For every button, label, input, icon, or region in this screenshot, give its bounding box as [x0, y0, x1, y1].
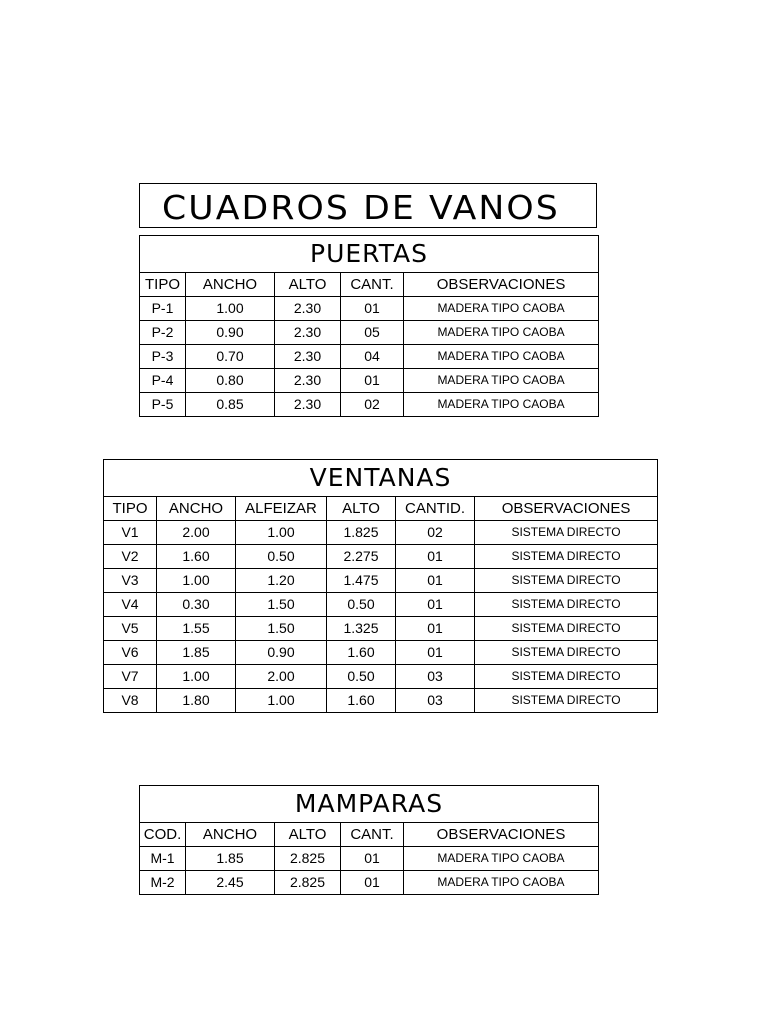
column-header: OBSERVACIONES: [475, 497, 658, 521]
table-cell: 2.275: [327, 545, 396, 569]
table-cell: SISTEMA DIRECTO: [475, 569, 658, 593]
table-cell: SISTEMA DIRECTO: [475, 617, 658, 641]
table-row: [140, 871, 599, 895]
table-cell: MADERA TIPO CAOBA: [404, 369, 599, 393]
puertas-table: [139, 235, 599, 417]
table-row: [104, 665, 658, 689]
table-row: [140, 297, 599, 321]
table-cell: 0.90: [236, 641, 327, 665]
ventanas-table: [103, 459, 658, 713]
table-cell: V1: [104, 521, 157, 545]
table-cell: 0.90: [186, 321, 275, 345]
column-header: ALTO: [327, 497, 396, 521]
table-cell: 2.00: [157, 521, 236, 545]
table-cell: 1.825: [327, 521, 396, 545]
table-cell: 01: [396, 569, 475, 593]
table-cell: 1.00: [157, 569, 236, 593]
table-cell: V7: [104, 665, 157, 689]
table-cell: 01: [341, 297, 404, 321]
table-cell: 1.50: [236, 593, 327, 617]
table-cell: 0.85: [186, 393, 275, 417]
column-header: ANCHO: [157, 497, 236, 521]
puertas-caption: PUERTAS: [140, 236, 599, 273]
table-cell: 0.50: [236, 545, 327, 569]
table-cell: P-2: [140, 321, 186, 345]
table-cell: 01: [396, 593, 475, 617]
table-cell: MADERA TIPO CAOBA: [404, 871, 599, 895]
table-row: [140, 345, 599, 369]
ventanas-caption: VENTANAS: [104, 460, 658, 497]
table-row: [140, 393, 599, 417]
column-header: ALTO: [275, 273, 341, 297]
table-cell: 1.60: [327, 641, 396, 665]
table-cell: 1.20: [236, 569, 327, 593]
table-cell: M-2: [140, 871, 186, 895]
table-cell: SISTEMA DIRECTO: [475, 593, 658, 617]
table-cell: 1.80: [157, 689, 236, 713]
table-cell: 02: [396, 521, 475, 545]
column-header: TIPO: [140, 273, 186, 297]
table-cell: 01: [396, 641, 475, 665]
table-cell: SISTEMA DIRECTO: [475, 689, 658, 713]
table-row: [140, 847, 599, 871]
table-cell: 01: [396, 617, 475, 641]
table-cell: 1.00: [236, 689, 327, 713]
mamparas-table: [139, 785, 599, 895]
column-header: ANCHO: [186, 823, 275, 847]
page-title: CUADROS DE VANOS: [162, 188, 560, 227]
table-cell: 1.00: [157, 665, 236, 689]
table-cell: SISTEMA DIRECTO: [475, 665, 658, 689]
table-cell: 01: [341, 847, 404, 871]
table-cell: 2.00: [236, 665, 327, 689]
table-cell: 2.45: [186, 871, 275, 895]
table-row: [104, 641, 658, 665]
table-cell: 0.80: [186, 369, 275, 393]
table-cell: 0.50: [327, 593, 396, 617]
table-cell: 1.85: [186, 847, 275, 871]
table-cell: V4: [104, 593, 157, 617]
table-cell: 01: [341, 369, 404, 393]
table-cell: 2.825: [275, 847, 341, 871]
table-row: [104, 617, 658, 641]
table-cell: 1.00: [236, 521, 327, 545]
table-row: [104, 593, 658, 617]
table-cell: 0.50: [327, 665, 396, 689]
table-cell: 03: [396, 689, 475, 713]
column-header: CANT.: [341, 823, 404, 847]
column-header: OBSERVACIONES: [404, 273, 599, 297]
table-cell: V2: [104, 545, 157, 569]
table-cell: 01: [341, 871, 404, 895]
table-row: [104, 569, 658, 593]
table-cell: V6: [104, 641, 157, 665]
table-cell: 2.30: [275, 345, 341, 369]
table-cell: SISTEMA DIRECTO: [475, 545, 658, 569]
column-header: CANTID.: [396, 497, 475, 521]
table-cell: 02: [341, 393, 404, 417]
table-cell: P-4: [140, 369, 186, 393]
table-cell: 1.50: [236, 617, 327, 641]
table-cell: 1.85: [157, 641, 236, 665]
table-cell: 1.00: [186, 297, 275, 321]
table-cell: M-1: [140, 847, 186, 871]
ventanas-header-row: [104, 497, 658, 521]
table-cell: V5: [104, 617, 157, 641]
table-cell: P-5: [140, 393, 186, 417]
table-cell: SISTEMA DIRECTO: [475, 521, 658, 545]
table-cell: MADERA TIPO CAOBA: [404, 297, 599, 321]
table-cell: 01: [396, 545, 475, 569]
table-cell: 1.325: [327, 617, 396, 641]
column-header: ALFEIZAR: [236, 497, 327, 521]
table-cell: 1.55: [157, 617, 236, 641]
column-header: ALTO: [275, 823, 341, 847]
table-row: [140, 369, 599, 393]
mamparas-header-row: [140, 823, 599, 847]
table-cell: 2.30: [275, 369, 341, 393]
table-cell: SISTEMA DIRECTO: [475, 641, 658, 665]
table-row: [104, 521, 658, 545]
table-cell: 2.30: [275, 393, 341, 417]
table-cell: MADERA TIPO CAOBA: [404, 345, 599, 369]
table-cell: P-3: [140, 345, 186, 369]
table-cell: 2.30: [275, 297, 341, 321]
table-cell: V3: [104, 569, 157, 593]
table-cell: MADERA TIPO CAOBA: [404, 321, 599, 345]
table-cell: V8: [104, 689, 157, 713]
table-cell: P-1: [140, 297, 186, 321]
column-header: OBSERVACIONES: [404, 823, 599, 847]
table-cell: 1.60: [157, 545, 236, 569]
table-cell: 2.30: [275, 321, 341, 345]
column-header: CANT.: [341, 273, 404, 297]
table-row: [104, 689, 658, 713]
table-cell: 2.825: [275, 871, 341, 895]
column-header: ANCHO: [186, 273, 275, 297]
table-cell: 1.475: [327, 569, 396, 593]
table-cell: 05: [341, 321, 404, 345]
table-row: [104, 545, 658, 569]
mamparas-caption: MAMPARAS: [140, 786, 599, 823]
table-cell: MADERA TIPO CAOBA: [404, 393, 599, 417]
title-box: [139, 183, 597, 228]
table-cell: 0.30: [157, 593, 236, 617]
table-cell: 0.70: [186, 345, 275, 369]
table-cell: 1.60: [327, 689, 396, 713]
table-cell: MADERA TIPO CAOBA: [404, 847, 599, 871]
table-cell: 03: [396, 665, 475, 689]
table-cell: 04: [341, 345, 404, 369]
column-header: COD.: [140, 823, 186, 847]
table-row: [140, 321, 599, 345]
column-header: TIPO: [104, 497, 157, 521]
puertas-header-row: [140, 273, 599, 297]
